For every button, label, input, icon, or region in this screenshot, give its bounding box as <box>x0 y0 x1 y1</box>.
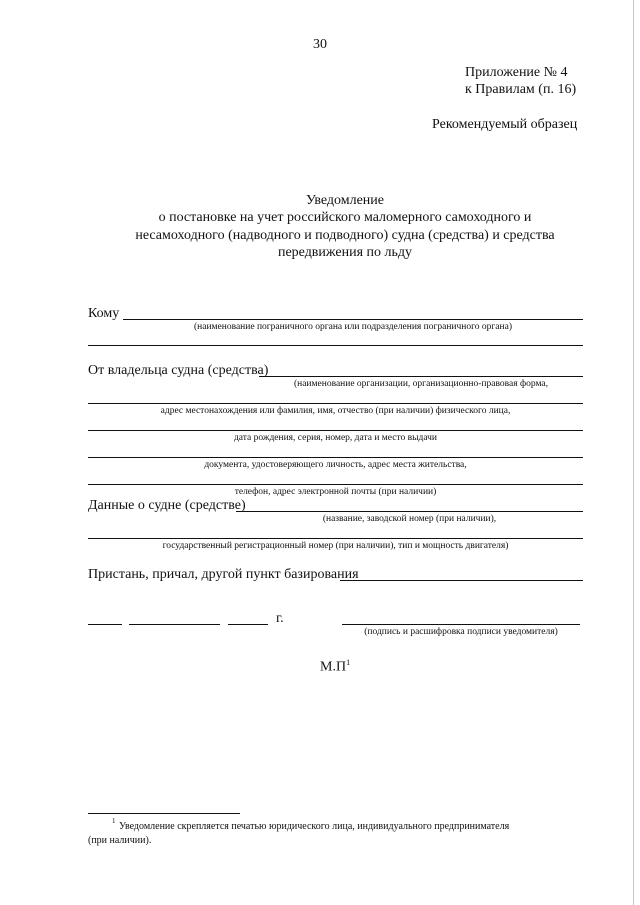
date-day-line[interactable] <box>88 624 122 625</box>
vessel-caption-2: государственный регистрационный номер (при наличии), тип и мощность двигателя) <box>162 541 509 551</box>
footnote-marker: 1 <box>112 817 116 825</box>
to-input-line-2[interactable] <box>88 345 583 346</box>
vessel-label: Данные о судне (средстве) <box>88 498 246 513</box>
owner-caption-4: документа, удостоверяющего личность, адрес места жительства, <box>204 460 467 470</box>
signature-line[interactable] <box>342 624 580 625</box>
vessel-input-line-2[interactable] <box>88 538 583 539</box>
year-suffix: г. <box>276 611 284 626</box>
appendix-line-1: Приложение № 4 <box>465 65 568 80</box>
date-year-line[interactable] <box>228 624 268 625</box>
appendix-line-2: к Правилам (п. 16) <box>465 82 577 97</box>
owner-input-line-4[interactable] <box>88 457 583 458</box>
owner-caption-1: (наименование организации, организационно-правовая форма, <box>293 379 549 389</box>
vessel-input-line-1[interactable] <box>236 511 583 512</box>
vessel-caption-1: (название, заводской номер (при наличии), <box>322 514 497 524</box>
owner-caption-3: дата рождения, серия, номер, дата и место выдачи <box>233 433 438 443</box>
footnote-text-1: Уведомление скрепляется печатью юридического лица, индивидуального предпринимателя <box>119 821 510 832</box>
owner-caption-2: адрес местонахождения или фамилия, имя, отчество (при наличии) физического лица, <box>160 406 511 416</box>
footnote-separator <box>88 813 240 814</box>
owner-input-line-1[interactable] <box>259 376 583 377</box>
signature-caption: (подпись и расшифровка подписи уведомителя) <box>364 627 558 637</box>
base-label: Пристань, причал, другой пункт базирования <box>88 567 359 582</box>
to-input-line[interactable] <box>123 319 583 320</box>
date-month-line[interactable] <box>129 624 220 625</box>
owner-label: От владельца судна (средства) <box>88 363 269 378</box>
title-line-2: о постановке на учет российского маломерного самоходного и <box>158 210 532 225</box>
title-line-4: передвижения по льду <box>277 245 413 260</box>
title-line-1: Уведомление <box>305 193 384 208</box>
footnote-text-2: (при наличии). <box>88 835 152 846</box>
sample-label: Рекомендуемый образец <box>432 117 578 132</box>
stamp-label: $М.П^1$ <box>320 658 351 675</box>
stamp-footnote-ref: 1 <box>346 658 351 667</box>
owner-input-line-3[interactable] <box>88 430 583 431</box>
base-input-line[interactable] <box>340 580 583 581</box>
to-label: Кому <box>88 306 120 321</box>
page-edge <box>633 0 634 905</box>
to-caption: (наименование пограничного органа или подразделения пограничного органа) <box>194 322 512 332</box>
owner-input-line-5[interactable] <box>88 484 583 485</box>
title-line-3: несамоходного (надводного и подводного) судна (средства) и средства <box>135 228 555 243</box>
owner-caption-5: телефон, адрес электронной почты (при наличии) <box>234 487 437 497</box>
page-number: 30 <box>313 37 327 52</box>
owner-input-line-2[interactable] <box>88 403 583 404</box>
